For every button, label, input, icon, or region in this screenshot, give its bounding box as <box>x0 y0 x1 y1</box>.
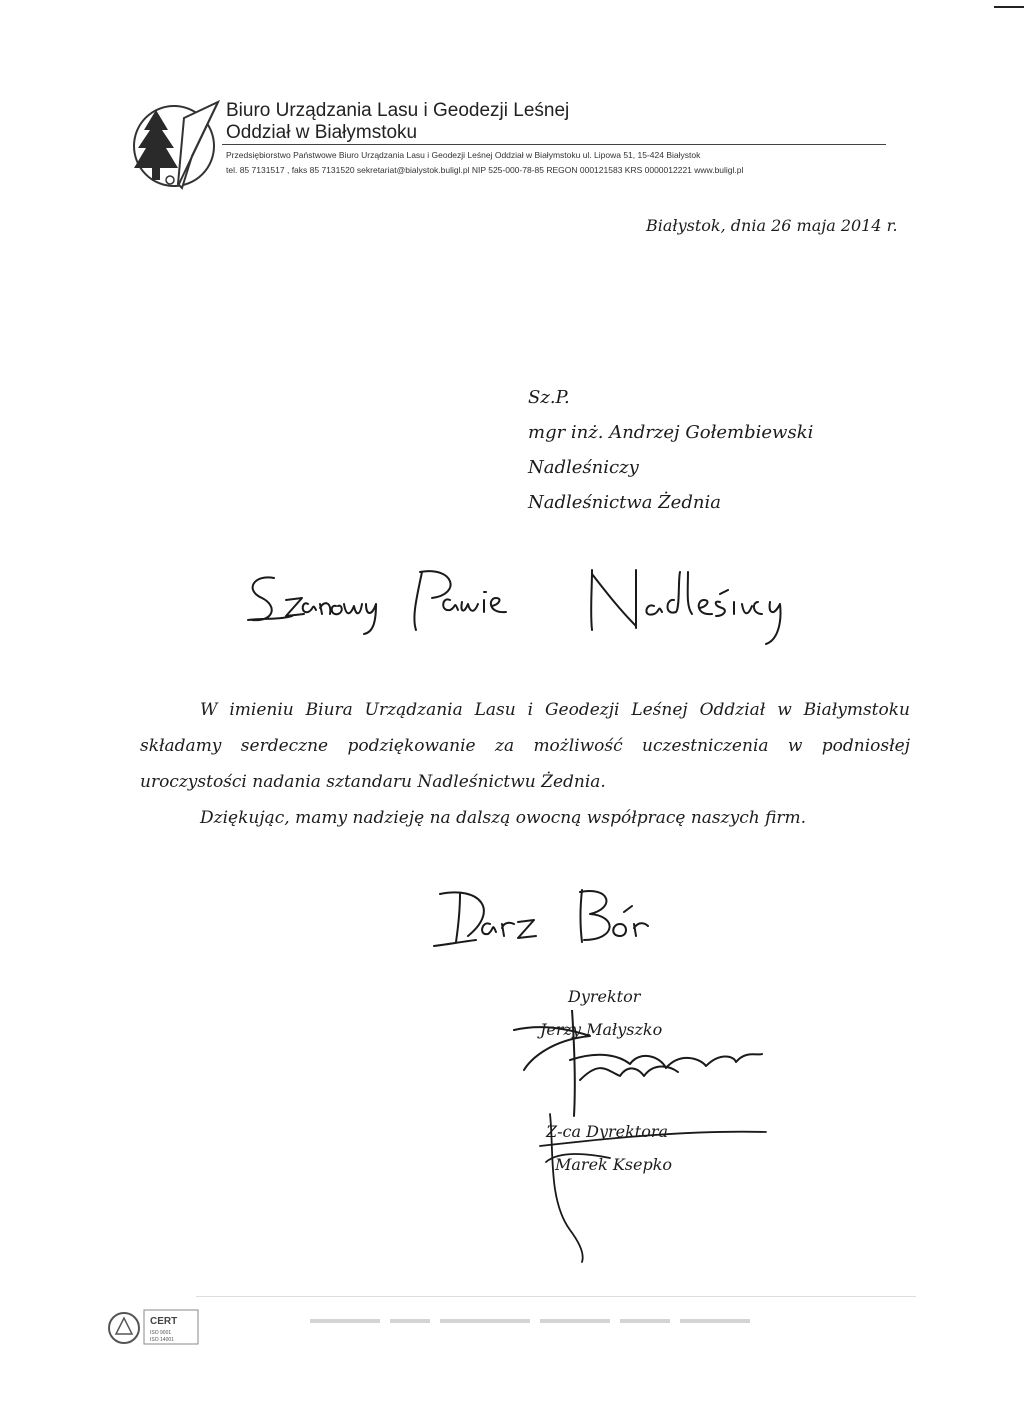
org-contact: tel. 85 7131517 , faks 85 7131520 sekretariat@bialystok.buligl.pl NIP 525-000-78-85 REGON 000121583 KRS 0000012221 www.buligl.pl <box>226 165 744 175</box>
letterhead-rule <box>222 144 886 145</box>
org-address: Przedsiębiorstwo Państwowe Biuro Urządzania Lasu i Geodezji Leśnej Oddział w Białymstoku ul. Lipowa 51, 15-424 Białystok <box>226 150 701 160</box>
org-branch: Oddział w Białymstoku <box>226 122 418 143</box>
company-logo <box>122 96 222 196</box>
org-name: Biuro Urządzania Lasu i Geodezji Leśnej <box>226 100 570 121</box>
signatory-title: Z-ca Dyrektora <box>546 1122 669 1141</box>
footer-faded-text <box>220 1316 760 1326</box>
signatory-name: Jerzy Małyszko <box>540 1020 663 1039</box>
svg-text:ISO 9001: ISO 9001 <box>150 1330 172 1336</box>
signatory-title: Dyrektor <box>568 987 641 1006</box>
certification-logo <box>104 1302 202 1348</box>
handwritten-regards <box>420 880 680 960</box>
signatory-name: Marek Ksepko <box>555 1155 673 1174</box>
svg-text:ISO 14001: ISO 14001 <box>150 1337 174 1343</box>
footer-rule <box>196 1296 916 1297</box>
page-edge-mark <box>994 6 1024 8</box>
addressee-line: Nadleśniczy <box>528 457 639 478</box>
addressee-line: Sz.P. <box>528 387 570 408</box>
director-signature <box>510 1010 770 1120</box>
addressee-line: Nadleśnictwa Żednia <box>528 492 721 513</box>
handwritten-salutation <box>244 560 804 660</box>
letter-body <box>140 692 910 836</box>
addressee-block <box>528 380 813 520</box>
svg-text:CERT: CERT <box>150 1316 178 1327</box>
body-paragraph: Dziękując, mamy nadzieję na dalszą owocną współpracę naszych firm. <box>200 808 807 828</box>
body-paragraph: W imieniu Biura Urządzania Lasu i Geodezji Leśnej Oddział w Białymstoku składamy serdeczne podziękowanie za możliwość uczestniczenia w podniosłej uroczystości nadania sztandaru Nadleśnictwu Żednia. <box>140 700 910 792</box>
addressee-line: mgr inż. Andrzej Gołembiewski <box>528 422 814 443</box>
deputy-director-signature <box>530 1110 780 1270</box>
letter-date: Białystok, dnia 26 maja 2014 r. <box>646 216 898 235</box>
